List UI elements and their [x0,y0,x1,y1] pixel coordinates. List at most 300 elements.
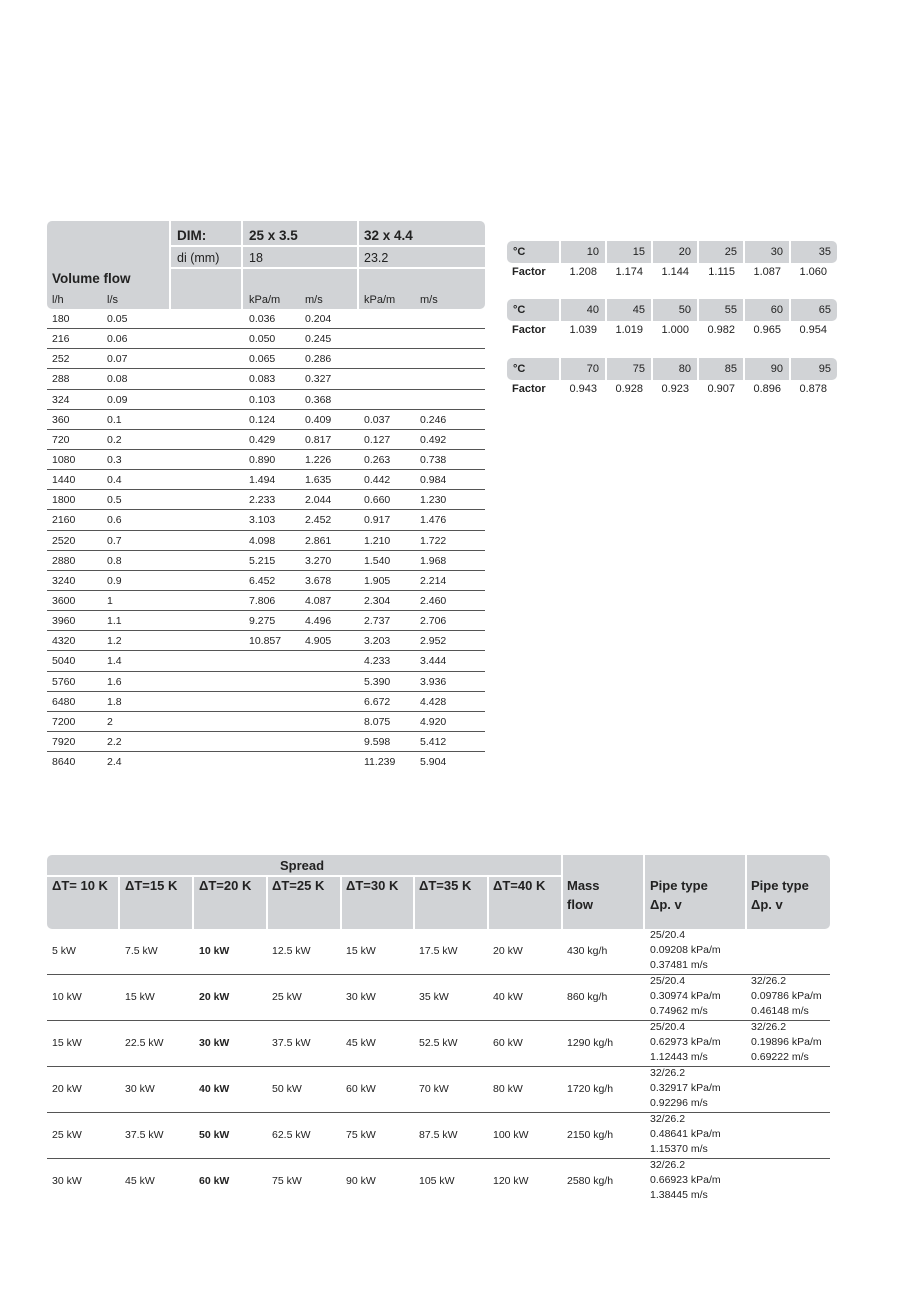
velocity-1-cell: 0.245 [305,333,332,346]
temp-cell: 75 [607,358,653,380]
velocity-2-cell: 4.428 [420,695,447,708]
velocity-2-cell: 4.920 [420,715,447,728]
factor-temp-row [507,358,830,380]
spread-table-body [47,929,830,1205]
pressure-loss-table-header [47,221,485,309]
dt-header: ΔT=20 K [199,878,252,893]
flow-lh-cell: 252 [52,353,70,366]
table-row [47,329,485,349]
pressure-loss-1-cell: 4.098 [249,534,276,547]
temp-cell: 60 [745,299,791,321]
power-cell: 10 kW [52,991,82,1003]
mass-flow-cell: 860 kg/h [567,991,608,1003]
pipe-type-header-line: Pipe type [751,878,809,893]
power-cell: 30 kW [199,1037,230,1049]
power-cell: 7.5 kW [125,945,158,957]
power-cell: 52.5 kW [419,1037,458,1049]
pipe-type-cell [751,974,822,1019]
velocity-1-cell: 0.368 [305,393,332,406]
velocity-2-cell: 2.214 [420,574,447,587]
flow-lh-cell: 1440 [52,474,76,487]
pressure-loss-2-cell: 0.263 [364,453,391,466]
unit-ls: l/s [107,294,118,306]
mass-flow-cell: 1720 kg/h [567,1083,614,1095]
pipe-type-line: 0.66923 kPa/m [650,1174,721,1186]
pressure-loss-1-cell: 0.429 [249,433,276,446]
pressure-loss-1-cell: 0.050 [249,333,276,346]
temp-cell: 20 [653,241,699,263]
pressure-loss-1-cell: 0.103 [249,393,276,406]
temp-cell: 15 [607,241,653,263]
pipe-type-cell [650,1066,721,1111]
table-row [47,309,485,329]
table-row [47,1067,830,1113]
factor-value-row [507,321,830,339]
mass-flow-header-line: Mass [567,878,600,893]
table-row [47,611,485,631]
flow-ls-cell: 0.2 [107,433,122,446]
pressure-loss-2-cell: 0.037 [364,413,391,426]
dt-header: ΔT=40 K [493,878,546,893]
velocity-2-cell: 0.984 [420,474,447,487]
power-cell: 30 kW [346,991,376,1003]
pressure-loss-2-cell: 5.390 [364,675,391,688]
factor-cell: 1.208 [569,266,597,278]
pipe-type-header-line: Δp. v [751,897,783,912]
velocity-2-cell: 1.476 [420,514,447,527]
factor-cell: 0.982 [707,324,735,336]
table-row [47,591,485,611]
dt-header: ΔT= 10 K [52,878,108,893]
unit-ms-1: m/s [305,294,323,306]
flow-lh-cell: 324 [52,393,70,406]
velocity-1-cell: 3.270 [305,554,332,567]
table-row [47,732,485,752]
velocity-1-cell: 0.204 [305,313,332,325]
table-row [47,369,485,389]
flow-ls-cell: 0.09 [107,393,128,406]
spread-table-header [47,855,830,929]
table-row [47,1021,830,1067]
dim-label: DIM: [177,228,207,243]
pressure-loss-2-cell: 3.203 [364,635,391,648]
mass-flow-cell: 2150 kg/h [567,1129,614,1141]
power-cell: 45 kW [346,1037,376,1049]
factor-cell: 0.954 [799,324,827,336]
factor-cell: 1.000 [661,324,689,336]
table-row [47,390,485,410]
pressure-loss-2-cell: 0.660 [364,494,391,507]
temp-cell: 40 [561,299,607,321]
power-cell: 100 kW [493,1129,529,1141]
factor-cell: 0.943 [569,383,597,395]
temp-cell: 45 [607,299,653,321]
unit-ms-2: m/s [420,294,438,306]
pressure-loss-2-cell: 9.598 [364,735,391,748]
temp-label: °C [507,358,561,380]
power-cell: 12.5 kW [272,945,311,957]
unit-kpa-1: kPa/m [249,294,281,306]
pressure-loss-2-cell: 11.239 [364,756,396,769]
velocity-2-cell: 3.936 [420,675,447,688]
power-cell: 17.5 kW [419,945,458,957]
pressure-loss-2-cell: 1.905 [364,574,391,587]
power-cell: 20 kW [52,1083,82,1095]
velocity-2-cell: 1.230 [420,494,447,507]
power-cell: 40 kW [199,1083,230,1095]
pipe-type-line: 1.12443 m/s [650,1051,708,1063]
pipe-type-cell [650,1112,721,1157]
pipe-type-line: 25/20.4 [650,975,686,987]
velocity-1-cell: 3.678 [305,574,332,587]
temp-cell: 70 [561,358,607,380]
dim-di-1: 18 [249,251,263,265]
power-cell: 62.5 kW [272,1129,311,1141]
flow-ls-cell: 1.4 [107,655,122,668]
flow-lh-cell: 216 [52,333,70,346]
factor-table-1 [507,241,830,281]
power-cell: 22.5 kW [125,1037,164,1049]
temp-cell: 95 [791,358,837,380]
table-row [47,975,830,1021]
flow-lh-cell: 6480 [52,695,76,708]
flow-lh-cell: 7200 [52,715,76,728]
flow-ls-cell: 0.3 [107,453,122,466]
table-row [47,490,485,510]
flow-ls-cell: 0.4 [107,474,122,487]
header-divider [340,877,342,929]
power-cell: 80 kW [493,1083,523,1095]
mass-flow-header [567,876,600,914]
power-cell: 15 kW [125,991,155,1003]
dt-header: ΔT=15 K [125,878,178,893]
table-row [47,651,485,671]
factor-cell: 1.174 [615,266,643,278]
pressure-loss-1-cell: 3.103 [249,514,276,527]
factor-label: Factor [512,383,546,395]
pressure-loss-2-cell: 4.233 [364,655,391,668]
temp-cell: 50 [653,299,699,321]
flow-lh-cell: 2520 [52,534,76,547]
pipe-type-line: 0.09208 kPa/m [650,944,721,956]
power-cell: 25 kW [52,1129,82,1141]
dt-header: ΔT=35 K [419,878,472,893]
pipe-type-header-1 [650,876,708,914]
table-row [47,510,485,530]
mass-flow-cell: 430 kg/h [567,945,608,957]
pressure-loss-1-cell: 7.806 [249,594,276,607]
temp-cell: 85 [699,358,745,380]
pipe-type-cell [650,928,721,973]
flow-lh-cell: 360 [52,413,70,426]
factor-table-2 [507,299,830,339]
velocity-1-cell: 0.286 [305,353,332,366]
header-divider [192,877,194,929]
flow-lh-cell: 3960 [52,615,76,628]
flow-ls-cell: 2 [107,715,113,728]
pipe-type-line: 1.38445 m/s [650,1189,708,1201]
factor-cell: 1.060 [799,266,827,278]
pressure-loss-1-cell: 0.036 [249,313,276,325]
pipe-type-line: 1.15370 m/s [650,1143,708,1155]
factor-table-3 [507,358,830,398]
power-cell: 25 kW [272,991,302,1003]
temp-cell: 65 [791,299,837,321]
flow-lh-cell: 180 [52,313,70,325]
pressure-loss-2-cell: 2.304 [364,594,391,607]
flow-lh-cell: 4320 [52,635,76,648]
flow-lh-cell: 5040 [52,655,76,668]
header-divider [266,877,268,929]
table-row [47,692,485,712]
factor-cell: 1.039 [569,324,597,336]
factor-cell: 0.878 [799,383,827,395]
power-cell: 60 kW [346,1083,376,1095]
pipe-type-line: 32/26.2 [751,1021,787,1033]
flow-lh-cell: 720 [52,433,70,446]
table-row [47,712,485,732]
mass-flow-cell: 1290 kg/h [567,1037,614,1049]
pressure-loss-2-cell: 2.737 [364,615,391,628]
factor-cell: 1.115 [708,266,735,278]
pipe-type-header-line: Δp. v [650,897,682,912]
power-cell: 105 kW [419,1175,455,1187]
power-cell: 45 kW [125,1175,155,1187]
pressure-loss-1-cell: 5.215 [249,554,276,567]
header-divider [171,267,485,269]
dt-header: ΔT=25 K [272,878,325,893]
dim-size-1: 25 x 3.5 [249,228,298,243]
pressure-loss-1-cell: 1.494 [249,474,276,487]
pipe-type-line: 0.09786 kPa/m [751,990,822,1002]
pipe-type-cell [650,1158,721,1203]
pipe-type-header-2 [751,876,809,914]
factor-cell: 0.896 [753,383,781,395]
power-cell: 90 kW [346,1175,376,1187]
pressure-loss-1-cell: 0.124 [249,413,276,426]
power-cell: 37.5 kW [272,1037,311,1049]
flow-ls-cell: 0.6 [107,514,122,527]
header-divider [487,877,489,929]
flow-ls-cell: 0.7 [107,534,122,547]
factor-cell: 1.019 [615,324,643,336]
pressure-loss-table-body [47,309,485,772]
factor-cell: 1.087 [753,266,781,278]
mass-flow-cell: 2580 kg/h [567,1175,614,1187]
temp-label: °C [507,299,561,321]
flow-ls-cell: 0.1 [107,413,122,426]
pipe-type-cell [650,1020,721,1065]
pressure-loss-1-cell: 2.233 [249,494,276,507]
flow-lh-cell: 2160 [52,514,76,527]
pipe-type-line: 0.48641 kPa/m [650,1128,721,1140]
flow-lh-cell: 7920 [52,735,76,748]
pressure-loss-2-cell: 8.075 [364,715,391,728]
pipe-type-header-line: Pipe type [650,878,708,893]
velocity-1-cell: 1.635 [305,474,332,487]
table-row [47,430,485,450]
power-cell: 60 kW [493,1037,523,1049]
flow-lh-cell: 3600 [52,594,76,607]
table-row [47,672,485,692]
power-cell: 40 kW [493,991,523,1003]
pipe-type-line: 25/20.4 [650,1021,686,1033]
flow-lh-cell: 1080 [52,453,76,466]
table-row [47,531,485,551]
flow-ls-cell: 1 [107,594,113,607]
pipe-type-line: 0.74962 m/s [650,1005,708,1017]
factor-cell: 0.923 [661,383,689,395]
table-row [47,752,485,772]
temp-cell: 10 [561,241,607,263]
pressure-loss-2-cell: 0.127 [364,433,391,446]
pressure-loss-1-cell: 9.275 [249,615,276,628]
table-row [47,349,485,369]
pressure-loss-2-cell: 0.442 [364,474,391,487]
table-row [47,551,485,571]
velocity-2-cell: 0.492 [420,433,447,446]
temp-cell: 30 [745,241,791,263]
flow-ls-cell: 0.8 [107,554,122,567]
pressure-loss-2-cell: 6.672 [364,695,391,708]
pressure-loss-table [47,221,485,772]
velocity-2-cell: 0.738 [420,453,447,466]
velocity-1-cell: 0.409 [305,413,332,426]
pressure-loss-2-cell: 1.210 [364,534,391,547]
power-cell: 20 kW [199,991,230,1003]
pressure-loss-1-cell: 0.890 [249,453,276,466]
volume-flow-label: Volume flow [52,271,131,286]
pressure-loss-2-cell: 0.917 [364,514,391,527]
flow-ls-cell: 0.9 [107,574,122,587]
velocity-2-cell: 1.722 [420,534,447,547]
table-row [47,1159,830,1205]
pressure-loss-1-cell: 6.452 [249,574,276,587]
velocity-2-cell: 2.460 [420,594,447,607]
table-row [47,631,485,651]
flow-ls-cell: 0.5 [107,494,122,507]
velocity-2-cell: 3.444 [420,655,447,668]
pipe-type-line: 0.62973 kPa/m [650,1036,721,1048]
power-cell: 35 kW [419,991,449,1003]
temp-label: °C [507,241,561,263]
velocity-1-cell: 1.226 [305,453,332,466]
pressure-loss-1-cell: 10.857 [249,635,282,648]
dt-header: ΔT=30 K [346,878,399,893]
temp-cell: 90 [745,358,791,380]
factor-cell: 1.144 [661,266,689,278]
velocity-1-cell: 4.496 [305,615,332,628]
factor-label: Factor [512,266,546,278]
pressure-loss-1-cell: 0.065 [249,353,276,366]
power-cell: 30 kW [125,1083,155,1095]
temp-cell: 35 [791,241,837,263]
flow-lh-cell: 5760 [52,675,76,688]
flow-lh-cell: 3240 [52,574,76,587]
velocity-2-cell: 1.968 [420,554,447,567]
table-row [47,1113,830,1159]
power-cell: 50 kW [199,1129,230,1141]
power-cell: 60 kW [199,1175,230,1187]
pipe-type-cell [751,1020,822,1065]
flow-lh-cell: 2880 [52,554,76,567]
power-cell: 10 kW [199,945,230,957]
power-cell: 75 kW [272,1175,302,1187]
header-divider [118,877,120,929]
power-cell: 50 kW [272,1083,302,1095]
velocity-2-cell: 2.952 [420,635,447,648]
factor-label: Factor [512,324,546,336]
flow-ls-cell: 0.06 [107,333,128,346]
velocity-1-cell: 2.861 [305,534,332,547]
spread-table [47,855,830,1205]
power-cell: 20 kW [493,945,523,957]
flow-ls-cell: 0.05 [107,313,128,325]
pipe-type-line: 32/26.2 [751,975,787,987]
pipe-type-line: 0.46148 m/s [751,1005,809,1017]
velocity-1-cell: 4.905 [305,635,332,648]
flow-ls-cell: 0.08 [107,373,128,386]
velocity-1-cell: 0.817 [305,433,332,446]
power-cell: 75 kW [346,1129,376,1141]
header-divider [413,877,415,929]
unit-kpa-2: kPa/m [364,294,396,306]
factor-value-row [507,263,830,281]
factor-value-row [507,380,830,398]
pipe-type-line: 0.69222 m/s [751,1051,809,1063]
table-row [47,929,830,975]
power-cell: 87.5 kW [419,1129,458,1141]
velocity-2-cell: 2.706 [420,615,447,628]
table-row [47,571,485,591]
pipe-type-line: 32/26.2 [650,1113,686,1125]
velocity-1-cell: 0.327 [305,373,332,386]
flow-ls-cell: 2.2 [107,735,122,748]
pipe-type-line: 0.19896 kPa/m [751,1036,822,1048]
temp-cell: 80 [653,358,699,380]
pressure-loss-2-cell: 1.540 [364,554,391,567]
flow-lh-cell: 8640 [52,756,76,769]
flow-ls-cell: 0.07 [107,353,128,366]
velocity-2-cell: 5.412 [420,735,447,748]
spread-label: Spread [280,858,325,873]
factor-cell: 0.907 [707,383,735,395]
velocity-1-cell: 4.087 [305,594,332,607]
pipe-type-line: 32/26.2 [650,1067,686,1079]
dim-di-2: 23.2 [364,251,389,265]
flow-ls-cell: 1.1 [107,615,122,628]
power-cell: 70 kW [419,1083,449,1095]
temp-cell: 55 [699,299,745,321]
velocity-2-cell: 5.904 [420,756,447,769]
pipe-type-line: 0.92296 m/s [650,1097,708,1109]
power-cell: 15 kW [346,945,376,957]
power-cell: 15 kW [52,1037,82,1049]
header-divider [171,245,485,247]
flow-ls-cell: 1.8 [107,695,122,708]
pipe-type-line: 0.32917 kPa/m [650,1082,721,1094]
mass-flow-header-line: flow [567,897,593,912]
pressure-loss-1-cell: 0.083 [249,373,276,386]
velocity-1-cell: 2.044 [305,494,332,507]
factor-cell: 0.965 [753,324,781,336]
flow-lh-cell: 288 [52,373,70,386]
table-row [47,450,485,470]
factor-temp-row [507,241,830,263]
flow-ls-cell: 1.2 [107,635,122,648]
dim-size-2: 32 x 4.4 [364,228,413,243]
unit-lh: l/h [52,294,64,306]
